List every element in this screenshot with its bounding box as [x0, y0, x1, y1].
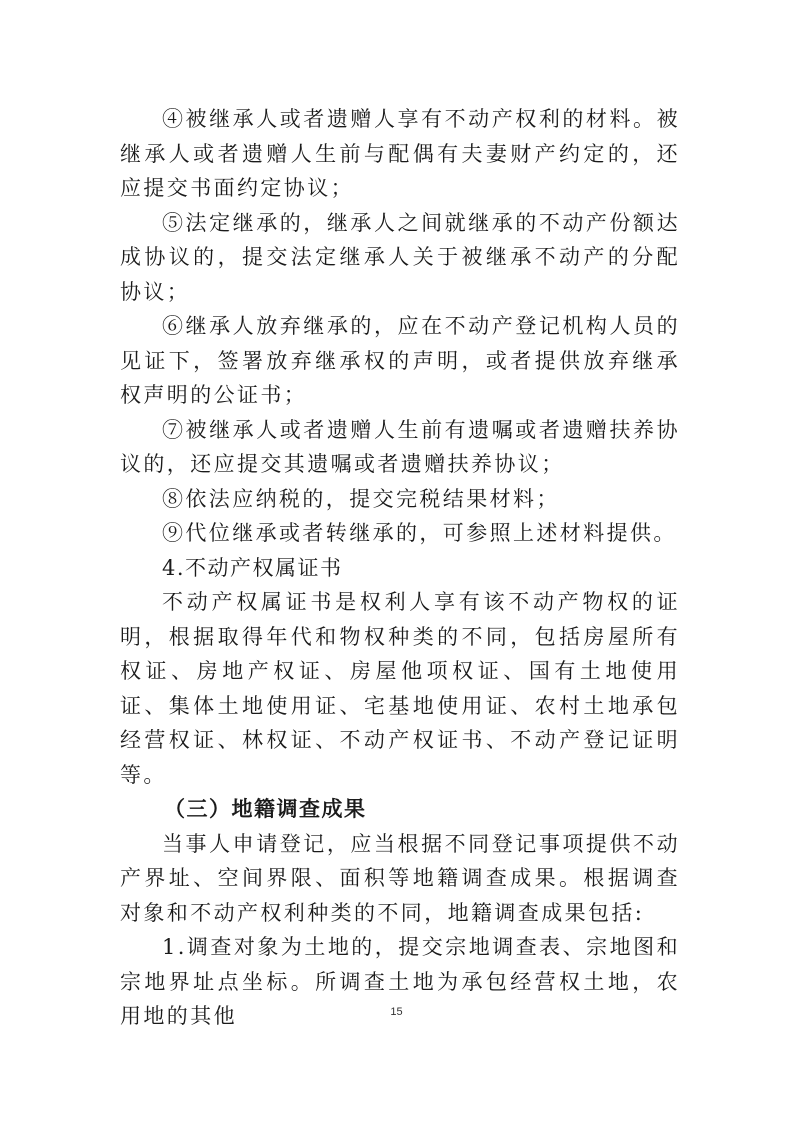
- paragraph-survey-item-1: 1.调查对象为土地的，提交宗地调查表、宗地图和宗地界址点坐标。所调查土地为承包经营权土地，农用地的其他: [120, 935, 680, 1028]
- paragraph-certificate-description: 不动产权属证书是权利人享有该不动产物权的证明，根据取得年代和物权种类的不同，包括房屋所有权证、房地产权证、房屋他项权证、国有土地使用证、集体土地使用证、宅基地使用证、农村土地承包经营权证、林权证、不动产权证书、不动产登记证明等。: [120, 590, 680, 787]
- paragraph-cadastral-survey-intro: 当事人申请登记，应当根据不同登记事项提供不动产界址、空间界限、面积等地籍调查成果。根据调查对象和不动产权利种类的不同，地籍调查成果包括:: [120, 831, 680, 925]
- section-heading-certificate: 4.不动产权属证书: [162, 555, 343, 580]
- paragraph-item-4: ④被继承人或者遗赠人享有不动产权利的材料。被继承人或者遗赠人生前与配偶有夫妻财产约定的，还应提交书面约定协议；: [120, 107, 680, 200]
- paragraph-item-5: ⑤法定继承的，继承人之间就继承的不动产份额达成协议的，提交法定继承人关于被继承不动产的分配协议；: [120, 210, 680, 304]
- paragraph-item-8: ⑧依法应纳税的，提交完税结果材料；: [162, 486, 560, 511]
- paragraph-item-7: ⑦被继承人或者遗赠人生前有遗嘱或者遗赠扶养协议的，还应提交其遗嘱或者遗赠扶养协议；: [120, 417, 680, 476]
- page-number: 15: [390, 1006, 403, 1018]
- section-heading-cadastral-survey: （三）地籍调查成果: [164, 796, 367, 821]
- paragraph-item-9: ⑨代位继承或者转继承的，可参照上述材料提供。: [162, 521, 677, 545]
- paragraph-item-6: ⑥继承人放弃继承的，应在不动产登记机构人员的见证下，签署放弃继承权的声明，或者提供放弃继承权声明的公证书；: [120, 314, 680, 407]
- document-body: [120, 102, 680, 1034]
